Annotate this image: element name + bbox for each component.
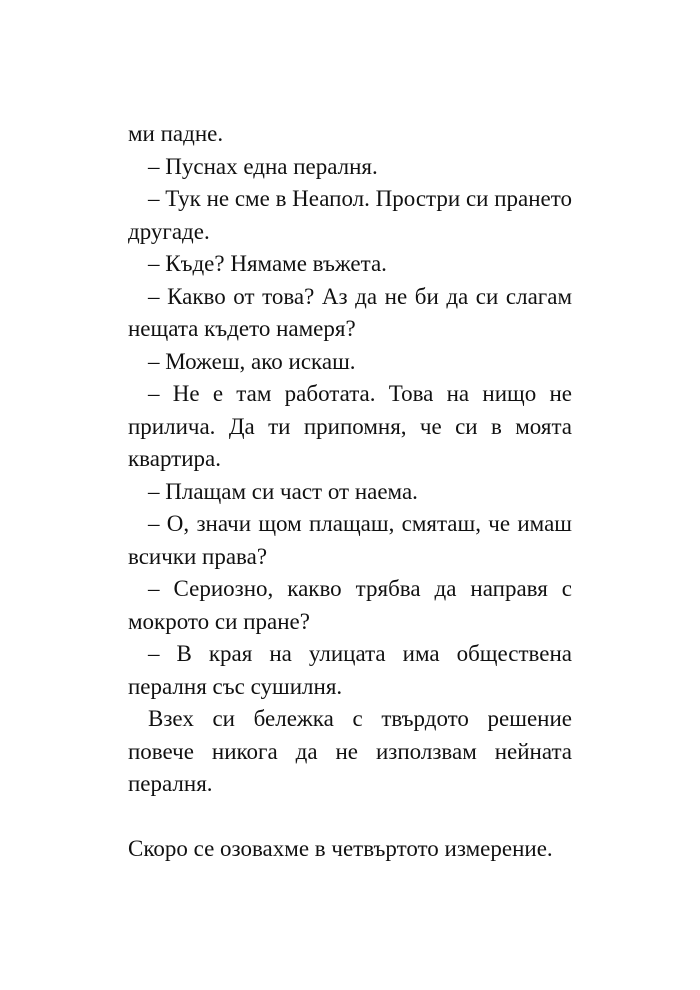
paragraph-4: – Къде? Нямаме въжета. bbox=[148, 251, 387, 276]
paragraph-3: – Тук не сме в Неапол. Простри си прането другаде. bbox=[128, 186, 572, 244]
paragraph-7: – Не е там работата. Това на нищо не прилича. Да ти припомня, че си в моята квартира. bbox=[128, 381, 572, 471]
paragraph-1: ми падне. bbox=[128, 121, 224, 146]
paragraph-9: – О, значи щом плащаш, смяташ, че имаш всички права? bbox=[128, 511, 572, 569]
paragraph-10: – Сериозно, какво трябва да направя с мокрото си пране? bbox=[128, 576, 572, 634]
paragraph-8: – Плащам си част от наема. bbox=[148, 478, 418, 504]
paragraph-13: Скоро се озовахме в четвъртото измерение. bbox=[128, 836, 553, 861]
paragraph-2: – Пуснах една пералня. bbox=[148, 153, 378, 179]
body-text bbox=[128, 118, 572, 866]
paragraph-6: – Можеш, ако искаш. bbox=[148, 348, 356, 374]
paragraph-11: – В края на улицата има обществена пералня със сушилня. bbox=[128, 641, 572, 699]
paragraph-12: Взех си бележка с твърдото решение повече никога да не използвам нейната пералня. bbox=[128, 706, 572, 796]
paragraph-5: – Какво от това? Аз да не би да си слагам нещата където намеря? bbox=[128, 283, 572, 341]
